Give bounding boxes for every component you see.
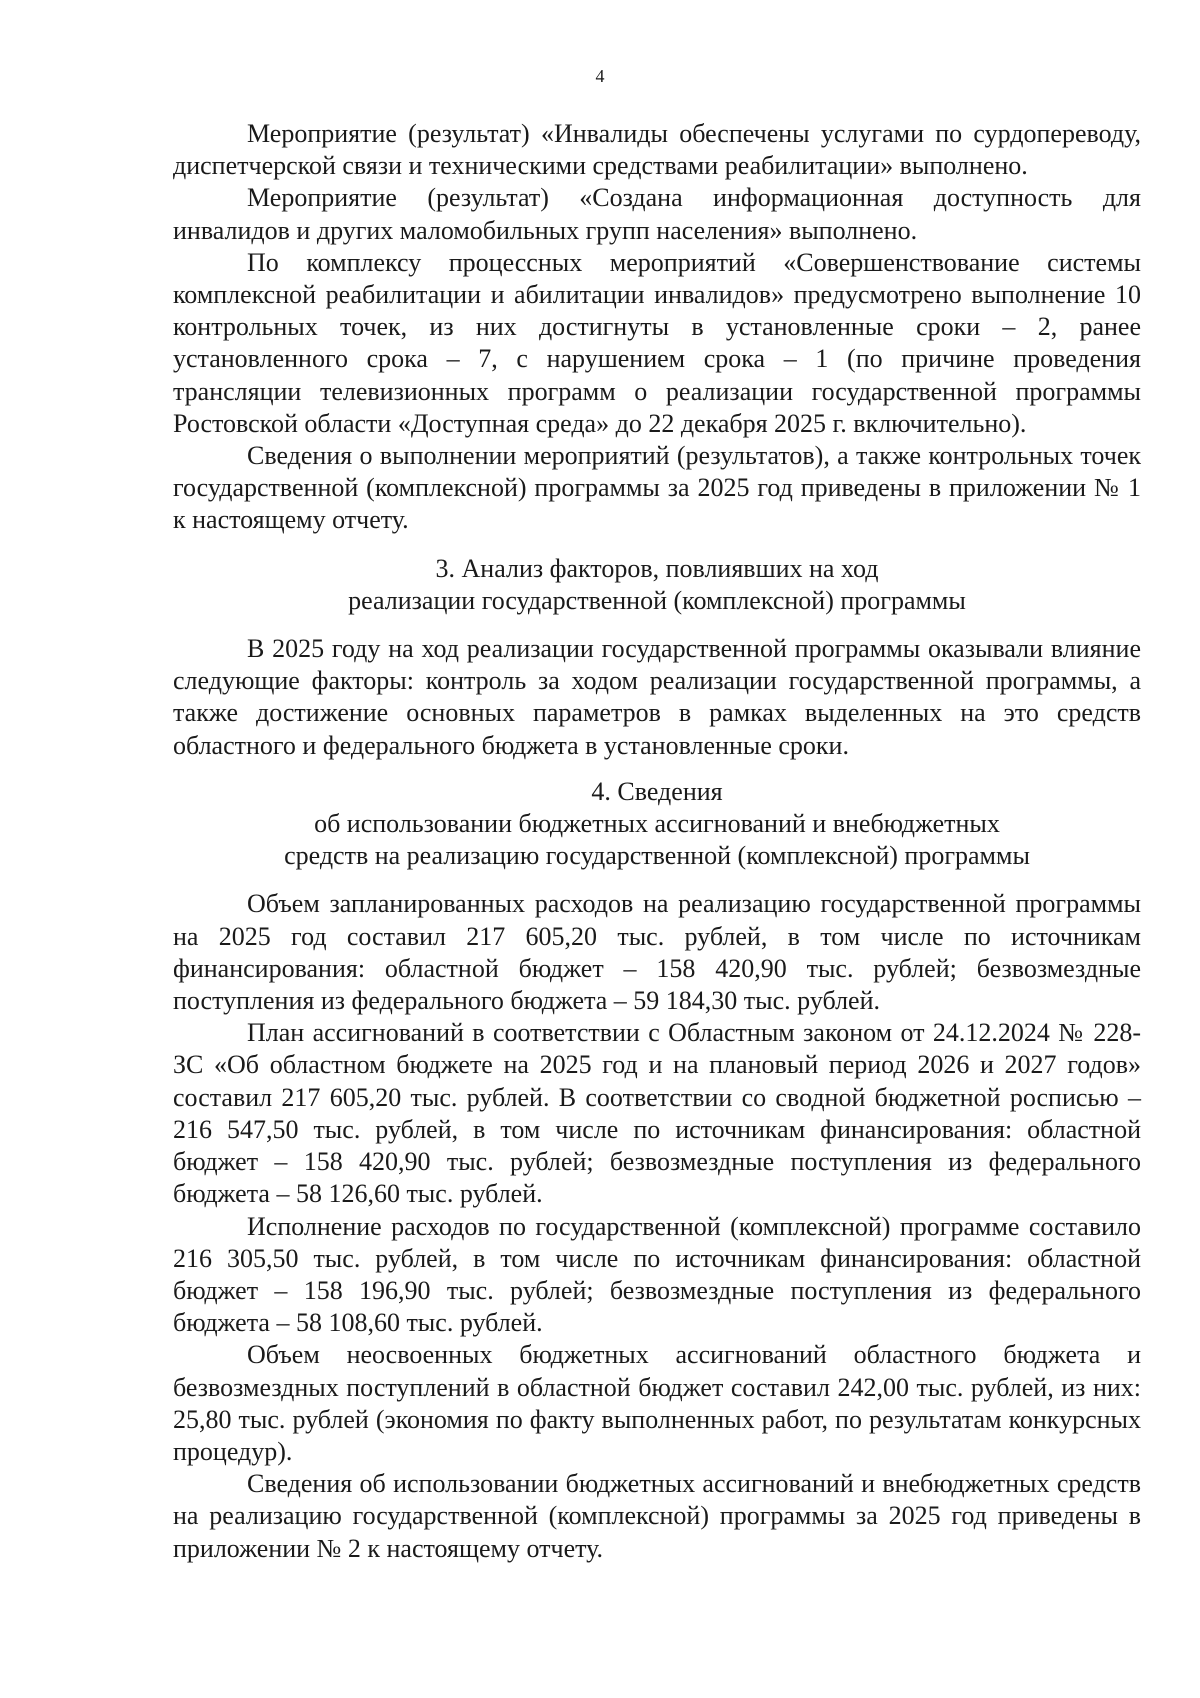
section-4-title-line-3: средств на реализацию государственной (комплексной) программы bbox=[284, 841, 1030, 871]
section-4-title-line-2: об использовании бюджетных ассигнований и внебюджетных bbox=[314, 809, 1000, 839]
page-number: 4 bbox=[595, 66, 605, 86]
paragraph-control-points: По комплексу процессных мероприятий «Совершенствование системы комплексной реабилитации и абилитации инвалидов» предусмотрено выполнение 10 контрольных точек, из них достигнуты в установленные сроки – 2, ранее установленного срока – 7, с нарушением срока – 1 (по причине проведения трансляции телевизионных программ о реализации государственной программы Ростовской области «Доступная среда» до 22 декабря 2025 г. включительно). bbox=[173, 247, 1141, 438]
paragraph-appendix-1: Сведения о выполнении мероприятий (результатов), а также контрольных точек государственной (комплексной) программы за 2025 год приведены в приложении № 1 к настоящему отчету. bbox=[173, 441, 1141, 535]
paragraph-factors: В 2025 году на ход реализации государственной программы оказывали влияние следующие факторы: контроль за ходом реализации государственной программы, а также достижение основных параметров в рамках выделенных на это средств областного и федерального бюджета в установленные сроки. bbox=[173, 634, 1141, 760]
paragraph-planned-expenses: Объем запланированных расходов на реализацию государственной программы на 2025 год составил 217 605,20 тыс. рублей, в том числе по источникам финансирования: областной бюджет – 158 420,90 тыс. рублей; безвозмездные поступления из федерального бюджета – 59 184,30 тыс. рублей. bbox=[173, 889, 1141, 1016]
document-body bbox=[173, 118, 1141, 1565]
paragraph-unspent: Объем неосвоенных бюджетных ассигнований областного бюджета и безвозмездных поступлений в областной бюджет составил 242,00 тыс. рублей, из них: 25,80 тыс. рублей (экономия по факту выполненных работ, по результатам конкурсных процедур). bbox=[173, 1340, 1141, 1466]
section-3-heading bbox=[173, 553, 1141, 617]
paragraph-execution: Исполнение расходов по государственной (комплексной) программе составило 216 305,50 тыс. рублей, в том числе по источникам финансирования: областной бюджет – 158 196,90 тыс. рублей; безвозмездные поступления из федерального бюджета – 58 108,60 тыс. рублей. bbox=[173, 1211, 1141, 1338]
paragraph-appendix-2: Сведения об использовании бюджетных ассигнований и внебюджетных средств на реализацию государственной (комплексной) программы за 2025 год приведены в приложении № 2 к настоящему отчету. bbox=[173, 1469, 1141, 1563]
section-3-title-line-2: реализации государственной (комплексной) программы bbox=[348, 585, 966, 615]
section-3-title-line-1: 3. Анализ факторов, повлиявших на ход bbox=[435, 553, 879, 583]
paragraph-allocation-plan: План ассигнований в соответствии с Областным законом от 24.12.2024 № 228-ЗС «Об областном бюджете на 2025 год и на плановый период 2026 и 2027 годов» составил 217 605,20 тыс. рублей. В соответствии со сводной бюджетной росписью – 216 547,50 тыс. рублей, в том числе по источникам финансирования: областной бюджет – 158 420,90 тыс. рублей; безвозмездные поступления из федерального бюджета – 58 126,60 тыс. рублей. bbox=[173, 1018, 1141, 1209]
section-4-title-line-1: 4. Сведения bbox=[591, 776, 723, 806]
section-4-heading bbox=[173, 776, 1141, 873]
paragraph-result-info-accessibility: Мероприятие (результат) «Создана информационная доступность для инвалидов и других маломобильных групп населения» выполнено. bbox=[173, 183, 1141, 245]
paragraph-result-sign-language: Мероприятие (результат) «Инвалиды обеспечены услугами по сурдопереводу, диспетчерской связи и техническими средствами реабилитации» выполнено. bbox=[173, 119, 1141, 181]
